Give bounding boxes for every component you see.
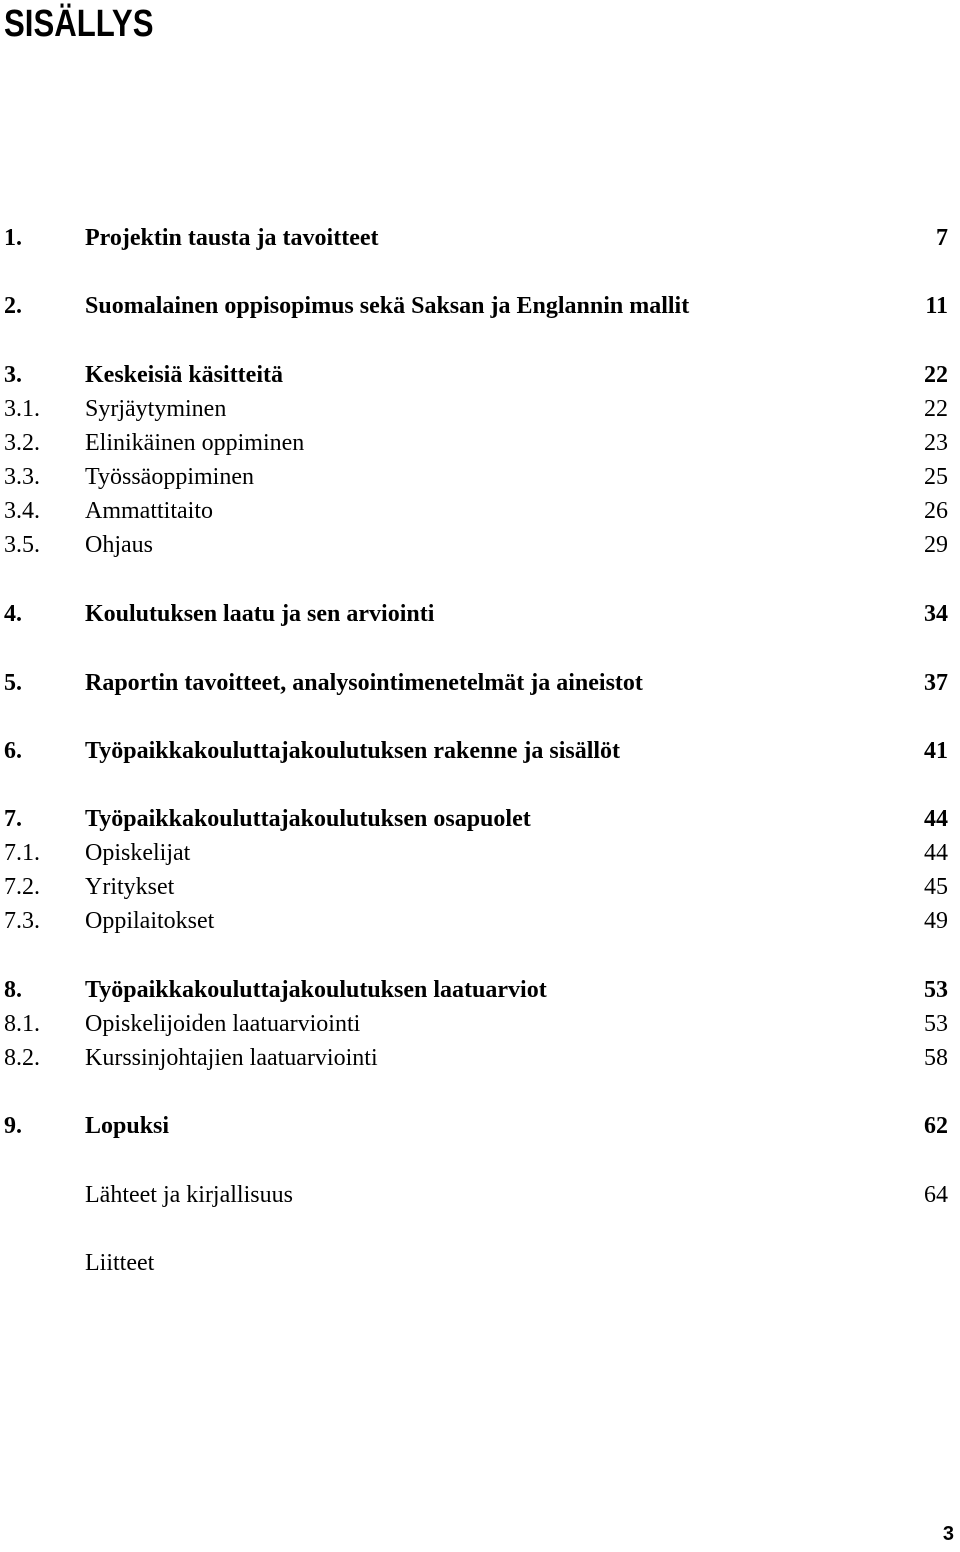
toc-entry-title: Liitteet [85,1250,155,1276]
toc-entry [0,1008,960,1040]
toc-entry-number: 2. [4,293,22,319]
toc-entry-number: 8.2. [4,1045,40,1071]
toc-entry-number: 8.1. [4,1011,40,1037]
toc-entry-number: 5. [4,670,22,696]
toc-entry-page: 25 [924,464,948,490]
toc-entry [0,461,960,493]
toc-entry-title: Koulutuksen laatu ja sen arviointi [85,601,435,627]
toc-entry-number: 7.3. [4,908,40,934]
toc-entry [0,598,960,630]
toc-entry-page: 7 [936,225,948,251]
toc-entry-title: Oppilaitokset [85,908,215,934]
toc-entry-number: 3.5. [4,532,40,558]
toc-entry-number: 9. [4,1113,22,1139]
toc-entry [0,1042,960,1074]
toc-entry-title: Projektin tausta ja tavoitteet [85,225,379,251]
toc-entry-page: 26 [924,498,948,524]
toc-entry [0,974,960,1006]
page-title: SISÄLLYS [4,3,154,45]
toc-entry-number: 6. [4,738,22,764]
toc-entry-title: Yritykset [85,874,175,900]
toc-entry-title: Syrjäytyminen [85,396,227,422]
toc-entry [0,905,960,937]
toc-entry-title: Työpaikkakouluttajakoulutuksen laatuarviot [85,977,547,1003]
toc-entry [0,393,960,425]
toc-entry-page: 22 [924,396,948,422]
toc-entry-title: Keskeisiä käsitteitä [85,362,283,388]
toc-entry-page: 44 [924,840,948,866]
toc-entry [0,529,960,561]
toc-entry-page: 22 [924,362,948,388]
toc-entry [0,495,960,527]
toc-entry [0,222,960,254]
toc-entry-title: Opiskelijat [85,840,191,866]
toc-entry-page: 58 [924,1045,948,1071]
toc-entry-page: 49 [924,908,948,934]
toc-entry-title: Työpaikkakouluttajakoulutuksen osapuolet [85,806,531,832]
toc-entry-number: 7.1. [4,840,40,866]
toc-entry-page: 53 [924,1011,948,1037]
toc-entry-title: Lähteet ja kirjallisuus [85,1182,293,1208]
toc-entry-page: 11 [925,293,948,319]
toc-entry-number: 3.1. [4,396,40,422]
toc-entry-title: Työssäoppiminen [85,464,254,490]
toc-entry-number: 7. [4,806,22,832]
toc-entry [0,803,960,835]
toc-entry-title: Kurssinjohtajien laatuarviointi [85,1045,378,1071]
toc-entry-number: 3.4. [4,498,40,524]
toc-entry [0,359,960,391]
toc-entry [0,427,960,459]
toc-entry [0,1179,960,1211]
toc-entry-title: Elinikäinen oppiminen [85,430,305,456]
toc-entry-number: 8. [4,977,22,1003]
toc-entry-number: 7.2. [4,874,40,900]
toc-entry-page: 23 [924,430,948,456]
toc-entry-page: 37 [924,670,948,696]
toc-entry-number: 3.3. [4,464,40,490]
page-number: 3 [942,1523,954,1545]
toc-entry [0,871,960,903]
toc-entry [0,1247,960,1279]
toc-entry-page: 29 [924,532,948,558]
toc-entry-title: Opiskelijoiden laatuarviointi [85,1011,361,1037]
toc-entry-number: 1. [4,225,22,251]
toc-entry [0,290,960,322]
toc-entry-page: 34 [924,601,948,627]
toc-entry-number: 3. [4,362,22,388]
toc-entry-number: 3.2. [4,430,40,456]
toc-entry-page: 41 [924,738,948,764]
toc-entry-title: Suomalainen oppisopimus sekä Saksan ja Englannin mallit [85,293,690,319]
toc-entry-title: Työpaikkakouluttajakoulutuksen rakenne ja sisällöt [85,738,621,764]
toc-entry-page: 45 [924,874,948,900]
toc-entry [0,667,960,699]
toc-entry-page: 62 [924,1113,948,1139]
toc-entry-title: Lopuksi [85,1113,170,1139]
toc-entry-page: 64 [924,1182,948,1208]
toc-entry-title: Raportin tavoitteet, analysointimenetelmät ja aineistot [85,670,643,696]
toc-entry-page: 44 [924,806,948,832]
toc-entry [0,1110,960,1142]
toc-entry [0,837,960,869]
toc-entry-title: Ohjaus [85,532,153,558]
toc-entry [0,735,960,767]
toc-entry-number: 4. [4,601,22,627]
toc-entry-title: Ammattitaito [85,498,213,524]
toc-entry-page: 53 [924,977,948,1003]
